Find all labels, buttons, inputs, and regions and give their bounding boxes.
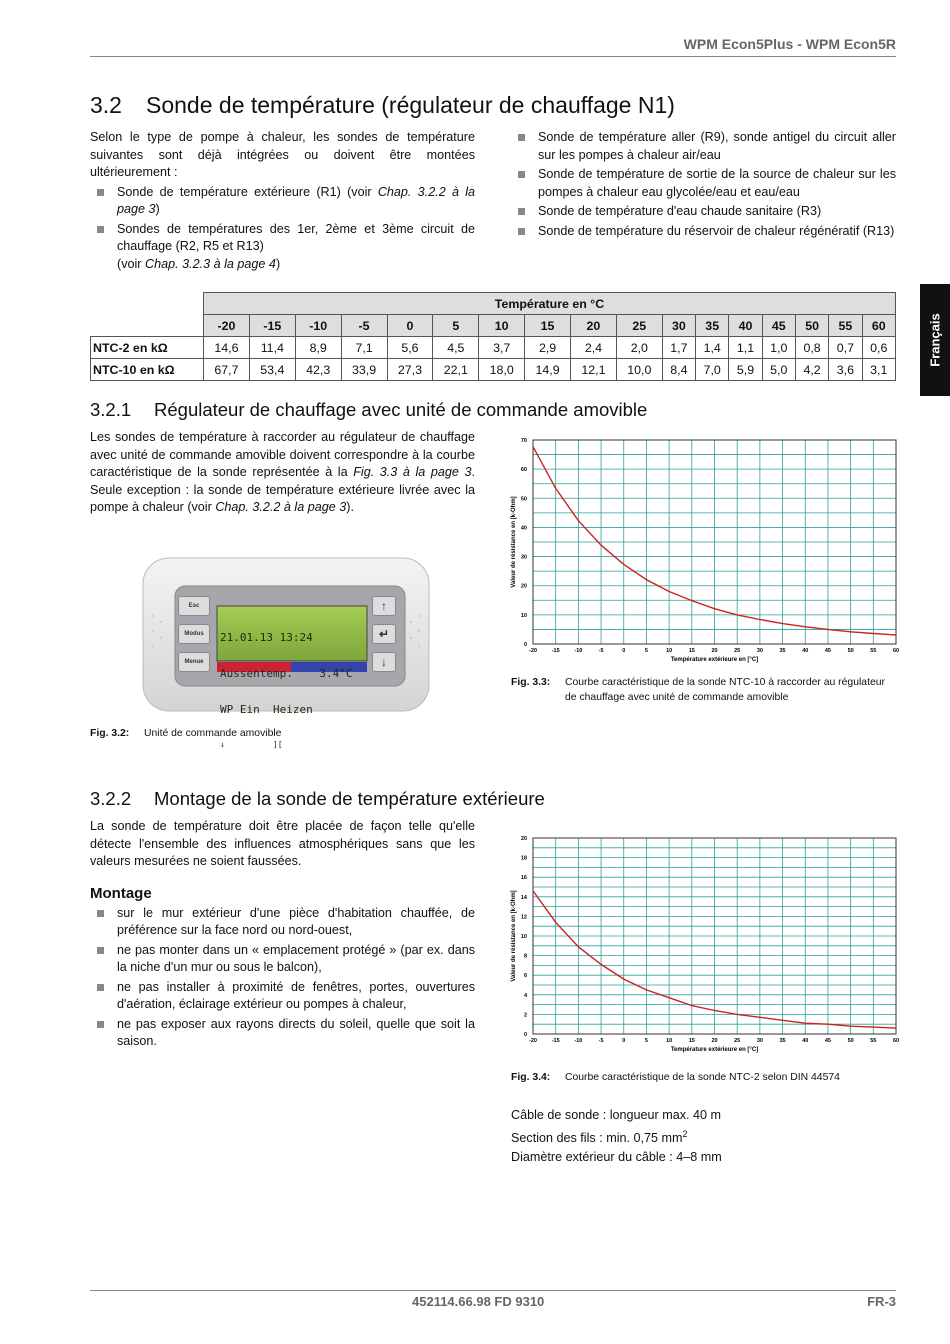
table-cell: 8,4 xyxy=(662,359,695,381)
ntc10-chart xyxy=(505,428,900,670)
section-title: Régulateur de chauffage avec unité de commande amovible xyxy=(154,399,648,420)
table-cell: 14,6 xyxy=(204,337,250,359)
section-number: 3.2.1 xyxy=(90,399,132,420)
x-tick-label: 15 xyxy=(688,648,695,654)
x-tick-label: 55 xyxy=(870,1038,877,1044)
x-tick-label: 35 xyxy=(779,1038,786,1044)
table-cell: 3,7 xyxy=(479,337,525,359)
y-tick-label: 20 xyxy=(520,836,527,842)
temperature-header-cell: 20 xyxy=(571,315,617,337)
temperature-header-cell: 50 xyxy=(795,315,828,337)
y-tick-label: 6 xyxy=(523,973,527,980)
section-title: Montage de la sonde de température extérieure xyxy=(154,788,545,809)
x-tick-label: 0 xyxy=(622,1038,626,1044)
table-cell: 33,9 xyxy=(341,359,387,381)
section-3-2-left-column xyxy=(90,129,475,275)
y-tick-label: 2 xyxy=(523,1012,527,1019)
x-tick-label: 40 xyxy=(802,1038,809,1044)
table-cell: 2,0 xyxy=(616,337,662,359)
x-tick-label: 30 xyxy=(756,1038,763,1044)
up-arrow-icon[interactable]: ↑ xyxy=(372,596,396,616)
resistance-table xyxy=(90,292,896,381)
y-tick-label: 18 xyxy=(520,855,527,862)
list-item: ne pas monter dans un « emplacement protégé » (par ex. dans la niche d'un mur ou sous le balcon), xyxy=(90,942,475,977)
lcd-display: 21.01.13 13:24 Aussentemp. 3.4°C WP Ein Heizen ↓ ][ xyxy=(220,631,353,749)
temperature-header-cell: 25 xyxy=(616,315,662,337)
list-item: Sonde de température aller (R9), sonde antigel du circuit aller sur les pompes à chaleur air/eau xyxy=(511,129,896,164)
list-item: sur le mur extérieur d'une pièce d'habitation chauffée, de préférence sur la face nord ou nord-ouest, xyxy=(90,905,475,940)
section-number: 3.2.2 xyxy=(90,788,132,809)
x-tick-label: -10 xyxy=(574,1038,583,1044)
table-cell: 1,1 xyxy=(729,337,762,359)
x-tick-label: -15 xyxy=(551,648,560,654)
list-item: Sonde de température extérieure (R1) (voir Chap. 3.2.2 à la page 3) xyxy=(90,184,475,219)
temperature-header-cell: -10 xyxy=(295,315,341,337)
table-cell: 14,9 xyxy=(525,359,571,381)
table-cell: 12,1 xyxy=(571,359,617,381)
table-cell: 53,4 xyxy=(249,359,295,381)
y-tick-label: 70 xyxy=(520,438,527,444)
table-cell: 0,6 xyxy=(862,337,895,359)
montage-list xyxy=(90,905,475,1051)
y-axis-label: Valeur de résistance en [k-Ohm] xyxy=(511,496,517,588)
mounting-paragraph: La sonde de température doit être placée de façon telle qu'elle détecte l'ensemble des influences atmosphériques sans que les valeurs mesurées ne soient faussées. xyxy=(90,819,475,868)
figure-text: Courbe caractéristique de la sonde NTC-2 selon DIN 44574 xyxy=(565,1072,840,1083)
x-tick-label: 45 xyxy=(824,648,831,654)
table-cell: 2,4 xyxy=(571,337,617,359)
table-cell: 3,1 xyxy=(862,359,895,381)
list-item: Sonde de température du réservoir de chaleur régénératif (R13) xyxy=(511,223,896,241)
figure-text: Courbe caractéristique de la sonde NTC-10 à raccorder au régulateur de chauffage avec unité de commande amovible xyxy=(565,677,885,703)
x-tick-label: 25 xyxy=(734,1038,741,1044)
language-tab-label: Français xyxy=(927,313,943,367)
table-cell: 1,0 xyxy=(762,337,795,359)
x-tick-label: -10 xyxy=(574,648,583,654)
table-cell: 18,0 xyxy=(479,359,525,381)
y-tick-label: 0 xyxy=(523,642,527,648)
footer-rule xyxy=(90,1290,896,1291)
table-cell: 4,5 xyxy=(433,337,479,359)
x-tick-label: 55 xyxy=(870,648,877,654)
esc-button[interactable]: Esc xyxy=(178,596,210,616)
temperature-header-cell: 45 xyxy=(762,315,795,337)
y-tick-label: 60 xyxy=(520,467,527,474)
x-axis-label: Température extérieure en [°C] xyxy=(670,657,759,663)
table-cell: 4,2 xyxy=(795,359,828,381)
y-tick-label: 30 xyxy=(520,554,527,561)
section-3-2-right-column xyxy=(511,129,896,242)
x-tick-label: -5 xyxy=(598,1038,604,1044)
x-tick-label: 5 xyxy=(644,648,648,654)
table-row xyxy=(91,359,896,381)
y-tick-label: 10 xyxy=(520,934,527,940)
document-code: 452114.66.98 FD 9310 xyxy=(412,1294,545,1309)
figure-caption-3-2 xyxy=(90,726,281,741)
y-tick-label: 4 xyxy=(523,992,527,999)
y-tick-label: 14 xyxy=(520,894,527,901)
document-header-title: WPM Econ5Plus - WPM Econ5R xyxy=(683,36,896,52)
list-item: ne pas exposer aux rayons directs du soleil, quelle que soit la saison. xyxy=(90,1016,475,1051)
x-tick-label: 30 xyxy=(756,648,763,654)
sensor-list-left xyxy=(90,184,475,274)
y-tick-label: 0 xyxy=(523,1032,527,1038)
list-item: Sondes de températures des 1er, 2ème et 3ème circuit de chauffage (R2, R5 et R13) (voir Chap. 3.2.3 à la page 4) xyxy=(90,221,475,274)
x-tick-label: 10 xyxy=(666,1038,673,1044)
table-cell: 10,0 xyxy=(616,359,662,381)
x-tick-label: -20 xyxy=(529,1038,537,1044)
figure-caption-3-4 xyxy=(511,1070,840,1085)
figure-caption-3-3 xyxy=(511,675,896,705)
figure-number: Fig. 3.4: xyxy=(511,1072,551,1083)
x-tick-label: 35 xyxy=(779,648,786,654)
enter-icon[interactable]: ↵ xyxy=(372,624,396,644)
y-tick-label: 40 xyxy=(520,525,527,532)
cable-length: Câble de sonde : longueur max. 40 m xyxy=(511,1108,722,1122)
table-cell: 42,3 xyxy=(295,359,341,381)
y-axis-label: Valeur de résistance en [k-Ohm] xyxy=(511,890,517,982)
temperature-header-cell: 40 xyxy=(729,315,762,337)
table-cell: 5,9 xyxy=(729,359,762,381)
modus-button[interactable]: Modus xyxy=(178,624,210,644)
table-cell: 27,3 xyxy=(387,359,433,381)
table-cell: 2,9 xyxy=(525,337,571,359)
header-rule xyxy=(90,56,896,57)
cable-diameter: Diamètre extérieur du câble : 4–8 mm xyxy=(511,1150,722,1165)
ntc2-chart xyxy=(505,826,900,1060)
table-cell: 5,0 xyxy=(762,359,795,381)
x-tick-label: 60 xyxy=(892,1038,900,1044)
table-cell: 3,6 xyxy=(829,359,862,381)
cross-reference-link[interactable]: Fig. 3.3 à la page 3 xyxy=(353,465,472,479)
y-tick-label: 12 xyxy=(520,914,527,921)
table-cell: 1,4 xyxy=(696,337,729,359)
y-tick-label: 16 xyxy=(520,875,527,882)
cable-section: Section des fils : min. 0,75 $mm^2$ xyxy=(511,1129,688,1146)
x-tick-label: 20 xyxy=(711,648,718,654)
table-cell: 11,4 xyxy=(249,337,295,359)
x-tick-label: 60 xyxy=(892,648,900,654)
y-tick-label: 8 xyxy=(523,953,527,960)
temperature-header-cell: 35 xyxy=(696,315,729,337)
down-arrow-icon[interactable]: ↓ xyxy=(372,652,396,672)
section-3-2-1-paragraph: Les sondes de température à raccorder au régulateur de chauffage avec unité de commande amovible doivent correspondre à la courbe caractéristique de la sonde représentée à la Fig. 3.3 à la page 3. Seule exception : la sonde de température extérieure livrée avec la pompe à chaleur (voir Chap. 3.2.2 à la page 3). xyxy=(90,430,476,514)
table-cell: 67,7 xyxy=(204,359,250,381)
cross-reference-link[interactable]: Chap. 3.2.2 à la page 3 xyxy=(215,500,347,514)
section-3-2-heading xyxy=(90,92,675,119)
x-tick-label: 50 xyxy=(847,1038,854,1044)
x-tick-label: 50 xyxy=(847,648,854,654)
table-cell: 7,1 xyxy=(341,337,387,359)
x-tick-label: 20 xyxy=(711,1038,718,1044)
menue-button[interactable]: Menue xyxy=(178,652,210,672)
section-number: 3.2 xyxy=(90,92,122,118)
temperature-header-cell: 0 xyxy=(387,315,433,337)
cable-specs xyxy=(511,1106,722,1167)
list-item: Sonde de température de sortie de la source de chaleur sur les pompes à chaleur eau glycolée/eau et eau/eau xyxy=(511,166,896,201)
x-tick-label: 45 xyxy=(824,1038,831,1044)
x-tick-label: 5 xyxy=(644,1038,648,1044)
section-3-2-1-heading xyxy=(90,399,647,421)
page-number: FR-3 xyxy=(867,1294,896,1309)
language-tab[interactable] xyxy=(920,284,950,396)
montage-heading: Montage xyxy=(90,884,152,902)
temperature-header-cell: 15 xyxy=(525,315,571,337)
figure-number: Fig. 3.2: xyxy=(90,728,130,739)
temperature-header-cell: 10 xyxy=(479,315,525,337)
intro-paragraph: Selon le type de pompe à chaleur, les sondes de température suivantes sont déjà intégrées ou doivent être montées ultérieurement : xyxy=(90,130,475,179)
y-tick-label: 50 xyxy=(520,496,527,503)
row-label: NTC-10 en kΩ xyxy=(91,359,204,381)
x-tick-label: 10 xyxy=(666,648,673,654)
y-tick-label: 10 xyxy=(520,612,527,619)
row-label: NTC-2 en kΩ xyxy=(91,337,204,359)
temperature-header-cell: 55 xyxy=(829,315,862,337)
sensor-list-right xyxy=(511,129,896,240)
x-tick-label: -20 xyxy=(529,648,537,654)
table-cell: 5,6 xyxy=(387,337,433,359)
table-cell: 7,0 xyxy=(696,359,729,381)
table-cell: 0,7 xyxy=(829,337,862,359)
table-row xyxy=(91,337,896,359)
figure-number: Fig. 3.3: xyxy=(511,677,551,688)
cross-reference-link[interactable]: Chap. 3.2.2 à la page 3 xyxy=(117,184,476,216)
temperature-header-cell: -15 xyxy=(249,315,295,337)
figure-text: Unité de commande amovible xyxy=(144,728,282,739)
table-header-temperature: Température en °C xyxy=(204,293,896,315)
y-tick-label: 20 xyxy=(520,583,527,590)
temperature-header-cell: 30 xyxy=(662,315,695,337)
x-tick-label: 15 xyxy=(688,1038,695,1044)
x-tick-label: -5 xyxy=(598,648,604,654)
x-tick-label: -15 xyxy=(551,1038,560,1044)
section-title: Sonde de température (régulateur de chauffage N1) xyxy=(146,92,675,118)
table-cell: 8,9 xyxy=(295,337,341,359)
temperature-header-cell: -5 xyxy=(341,315,387,337)
x-tick-label: 0 xyxy=(622,648,626,654)
temperature-header-cell: 60 xyxy=(862,315,895,337)
section-3-2-2-heading xyxy=(90,788,545,810)
x-axis-label: Température extérieure en [°C] xyxy=(670,1047,759,1053)
table-cell: 22,1 xyxy=(433,359,479,381)
list-item: Sonde de température d'eau chaude sanitaire (R3) xyxy=(511,203,896,221)
x-tick-label: 25 xyxy=(734,648,741,654)
temperature-header-cell: -20 xyxy=(204,315,250,337)
table-cell: 1,7 xyxy=(662,337,695,359)
x-tick-label: 40 xyxy=(802,648,809,654)
cross-reference-link[interactable]: Chap. 3.2.3 à la page 4 xyxy=(145,256,276,271)
temperature-header-cell: 5 xyxy=(433,315,479,337)
list-item: ne pas installer à proximité de fenêtres, portes, ouvertures d'aération, éclairage extérieur ou pompes à chaleur, xyxy=(90,979,475,1014)
table-cell: 0,8 xyxy=(795,337,828,359)
section-3-2-2-left-column xyxy=(90,818,475,1053)
